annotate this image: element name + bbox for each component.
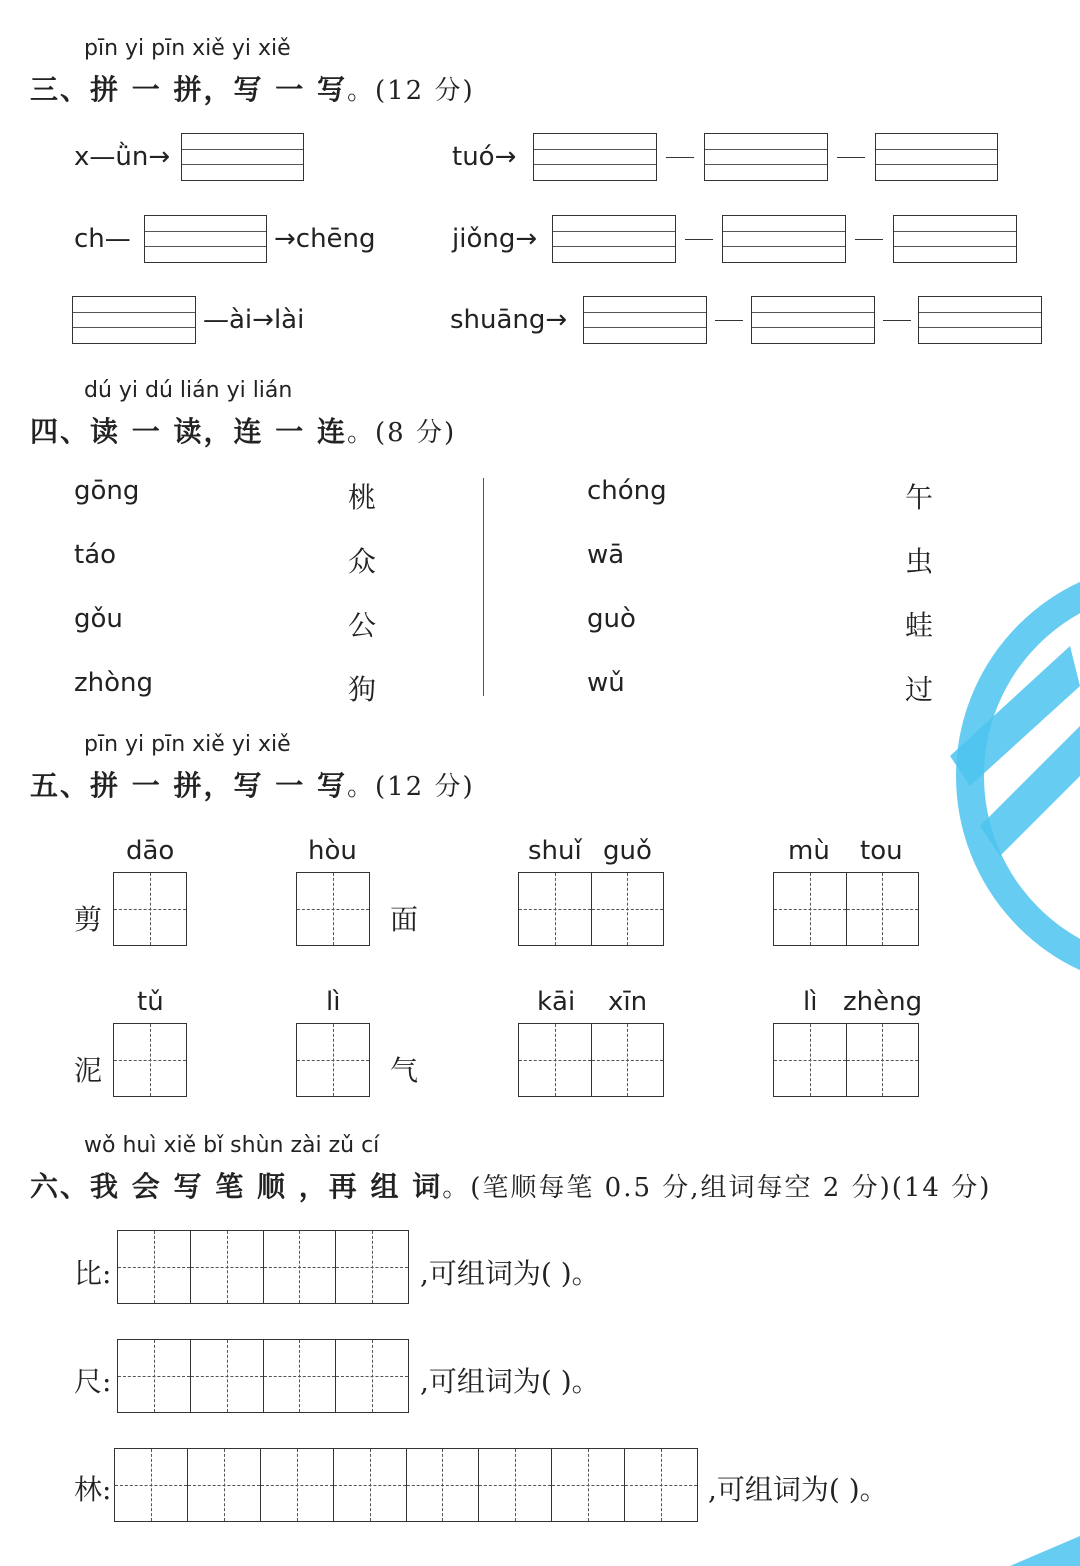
s5-pinyin-label: mù: [788, 836, 830, 866]
writing-box[interactable]: [552, 215, 676, 263]
tian-grid[interactable]: [113, 872, 187, 946]
s4-left-char[interactable]: 狗: [348, 673, 377, 706]
s4-left-char[interactable]: 公: [348, 609, 377, 642]
s4-left-pinyin[interactable]: gōng: [74, 476, 140, 506]
s3-title-text: 三、拼 一 拼，写 一 写: [30, 73, 347, 106]
stroke-char-label: 比:: [74, 1257, 112, 1290]
s5-pinyin-label: lì: [326, 987, 341, 1017]
s5-pinyin-label: zhèng: [843, 987, 923, 1017]
s5-pinyin-label: guǒ: [603, 836, 652, 866]
s3-row2-left-label: ch—: [74, 224, 131, 254]
s5-given-char: 泥: [74, 1054, 103, 1087]
s5-pinyin-label: shuǐ: [528, 836, 582, 866]
stroke-char-label: 尺:: [74, 1365, 112, 1398]
s4-left-char[interactable]: 桃: [348, 481, 377, 514]
tian-grid[interactable]: [518, 872, 664, 946]
s4-right-char[interactable]: 蛙: [905, 609, 934, 642]
writing-box[interactable]: [751, 296, 875, 344]
tian-grid[interactable]: [296, 1023, 370, 1097]
tian-grid[interactable]: [296, 872, 370, 946]
stroke-order-grid[interactable]: [117, 1339, 409, 1413]
s3-row2-right-label: jiǒng→: [452, 224, 538, 254]
word-blank[interactable]: ,可组词为( )。: [420, 1365, 600, 1398]
s4-right-char[interactable]: 虫: [905, 545, 934, 578]
s5-pinyin: pīn yi pīn xiě yi xiě: [84, 732, 291, 757]
connector-dash: [685, 239, 713, 240]
s4-title: [30, 410, 456, 450]
writing-box[interactable]: [583, 296, 707, 344]
s5-pinyin-label: lì: [803, 987, 818, 1017]
s5-given-char: 剪: [74, 903, 103, 936]
tian-grid[interactable]: [113, 1023, 187, 1097]
s4-pinyin: dú yi dú lián yi lián: [84, 378, 293, 403]
writing-box[interactable]: [144, 215, 267, 263]
connector-dash: [715, 320, 743, 321]
s3-row3-right-label: shuāng→: [450, 305, 568, 335]
writing-box[interactable]: [533, 133, 657, 181]
s5-title-text: 五、拼 一 拼，写 一 写: [30, 769, 347, 802]
writing-box[interactable]: [704, 133, 828, 181]
s3-row2-left-result: →chēng: [274, 224, 376, 254]
writing-box[interactable]: [918, 296, 1042, 344]
writing-box[interactable]: [722, 215, 846, 263]
stroke-order-grid[interactable]: [114, 1448, 698, 1522]
writing-box[interactable]: [893, 215, 1017, 263]
word-blank[interactable]: ,可组词为( )。: [708, 1473, 888, 1506]
s5-pinyin-label: xīn: [608, 987, 648, 1017]
s4-right-pinyin[interactable]: chóng: [587, 476, 667, 506]
s4-score: 。(8 分): [347, 418, 457, 448]
s4-right-pinyin[interactable]: wā: [587, 540, 625, 570]
s5-given-char: 气: [390, 1054, 419, 1087]
tian-grid[interactable]: [773, 1023, 919, 1097]
s4-left-pinyin[interactable]: zhòng: [74, 668, 154, 698]
divider: [483, 478, 484, 696]
connector-dash: [883, 320, 911, 321]
connector-dash: [855, 239, 883, 240]
s5-pinyin-label: hòu: [308, 836, 357, 866]
s6-score: 。(笔顺每笔 0.5 分,组词每空 2 分)(14 分): [442, 1173, 992, 1203]
s4-title-text: 四、读 一 读，连 一 连: [30, 415, 347, 448]
connector-dash: [837, 157, 865, 158]
s6-title-text: 六、我 会 写 笔 顺 ，再 组 词: [30, 1170, 443, 1203]
tian-grid[interactable]: [518, 1023, 664, 1097]
writing-box[interactable]: [72, 296, 196, 344]
writing-box[interactable]: [181, 133, 304, 181]
s4-right-pinyin[interactable]: guò: [587, 604, 636, 634]
tian-grid[interactable]: [773, 872, 919, 946]
s4-right-pinyin[interactable]: wǔ: [587, 668, 625, 698]
s3-row1-left-label: x—ǜn→: [74, 142, 171, 172]
word-blank[interactable]: ,可组词为( )。: [420, 1257, 600, 1290]
s5-title: [30, 764, 475, 804]
s3-row3-left-label: —ài→lài: [203, 305, 305, 335]
writing-box[interactable]: [875, 133, 998, 181]
s4-left-pinyin[interactable]: táo: [74, 540, 117, 570]
s3-row1-right-label: tuó→: [452, 142, 517, 172]
connector-dash: [666, 157, 694, 158]
s6-title: [30, 1165, 991, 1205]
s5-score: 。(12 分): [347, 772, 475, 802]
s5-pinyin-label: dāo: [126, 836, 175, 866]
stroke-char-label: 林:: [74, 1473, 112, 1506]
s4-right-char[interactable]: 午: [905, 481, 934, 514]
s3-score: 。(12 分): [347, 76, 475, 106]
s6-pinyin: wǒ huì xiě bǐ shùn zài zǔ cí: [84, 1133, 380, 1158]
s5-given-char: 面: [390, 903, 419, 936]
s5-pinyin-label: kāi: [537, 987, 576, 1017]
s4-left-char[interactable]: 众: [348, 545, 377, 578]
s5-pinyin-label: tǔ: [137, 987, 164, 1017]
stroke-order-grid[interactable]: [117, 1230, 409, 1304]
s4-left-pinyin[interactable]: gǒu: [74, 604, 123, 634]
s3-title: [30, 68, 475, 108]
s4-right-char[interactable]: 过: [905, 673, 934, 706]
s5-pinyin-label: tou: [860, 836, 903, 866]
s3-pinyin: pīn yi pīn xiě yi xiě: [84, 36, 291, 61]
